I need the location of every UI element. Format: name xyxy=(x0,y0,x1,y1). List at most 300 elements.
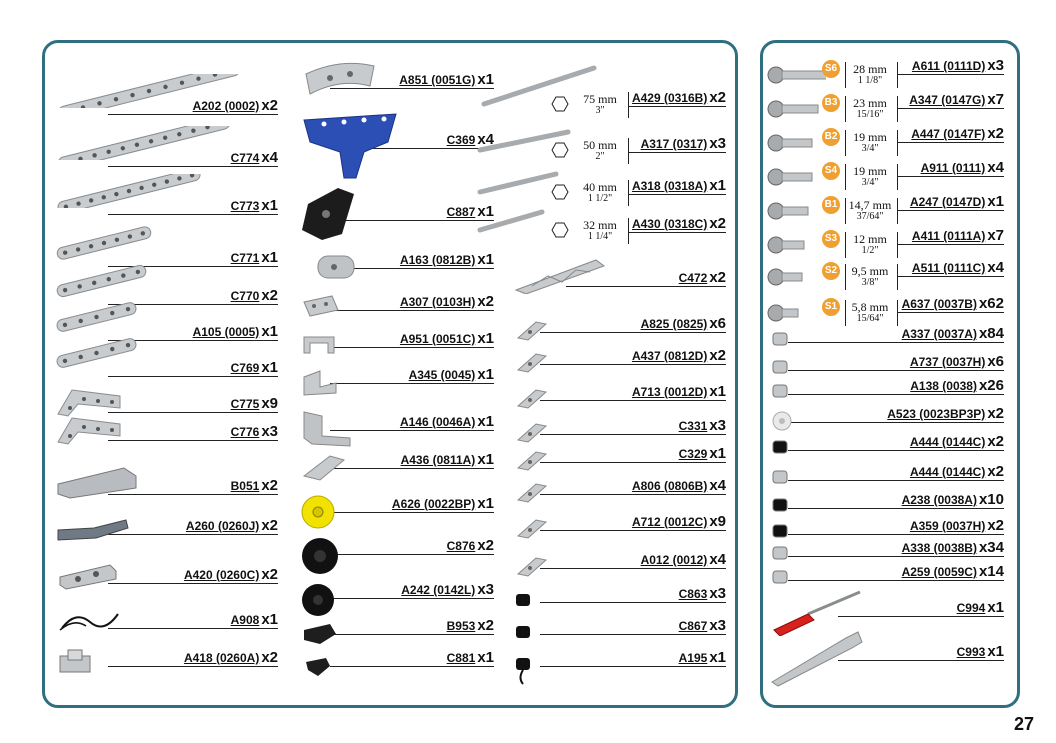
leader-line xyxy=(897,210,1004,211)
page-number: 27 xyxy=(1014,714,1035,734)
screw-inch: 1/2" xyxy=(861,245,879,256)
part-label xyxy=(632,349,726,363)
leader-line xyxy=(628,152,726,153)
part-label xyxy=(231,199,278,213)
part-quantity: x3 xyxy=(987,57,1004,74)
part-code: B953 xyxy=(446,619,476,633)
screw-icon xyxy=(766,166,826,188)
part-label xyxy=(902,297,1004,311)
screw-mm: 28 mm xyxy=(853,62,887,76)
part-label xyxy=(910,355,1004,369)
part-quantity: x26 xyxy=(978,377,1004,394)
leader-line xyxy=(540,666,726,667)
leader-line xyxy=(540,462,726,463)
small-bracket-icon xyxy=(514,552,550,578)
part-code: A444 (0144C) xyxy=(909,465,986,479)
part-label xyxy=(902,565,1004,579)
part-code: A712 (0012C) xyxy=(631,515,708,529)
part-quantity: x2 xyxy=(709,347,726,364)
large-tyre-icon xyxy=(300,536,340,576)
small-part-icon xyxy=(770,468,794,490)
part-label xyxy=(447,651,494,665)
divider-bar xyxy=(845,232,846,258)
part-code: B051 xyxy=(230,479,260,493)
part-label xyxy=(910,195,1004,209)
part-code: A851 (0051G) xyxy=(399,73,476,87)
leader-line xyxy=(330,598,494,599)
part-code: A511 (0111C) xyxy=(911,261,986,275)
part-code: C770 xyxy=(230,289,260,303)
leader-line xyxy=(788,450,1004,451)
small-part-icon xyxy=(770,568,794,590)
small-part-icon xyxy=(770,438,794,460)
part-quantity: x1 xyxy=(709,649,726,666)
part-label xyxy=(912,59,1004,73)
part-code: A260 (0260J) xyxy=(185,519,260,533)
leader-line xyxy=(788,394,1004,395)
screw-inch: 3/8" xyxy=(861,277,879,288)
leader-line xyxy=(108,440,278,441)
part-code: C876 xyxy=(446,539,476,553)
part-code: A338 (0038B) xyxy=(901,541,977,555)
leader-line xyxy=(897,312,1004,313)
part-code: A337 (0037A) xyxy=(901,327,977,341)
leader-line xyxy=(788,342,1004,343)
size-badge-icon: B2 xyxy=(822,128,840,146)
part-label xyxy=(400,415,494,429)
small-bracket-icon xyxy=(514,478,550,504)
strip-part-icon xyxy=(54,74,244,108)
part-label xyxy=(910,519,1004,533)
u-bracket-icon xyxy=(300,333,340,357)
part-quantity: x9 xyxy=(709,513,726,530)
part-code: A317 (0317) xyxy=(640,137,708,151)
small-part-icon xyxy=(770,382,794,404)
part-code: C771 xyxy=(230,251,260,265)
screw-length-label xyxy=(847,200,893,222)
part-quantity: x62 xyxy=(978,295,1004,312)
screw-mm: 14,7 mm xyxy=(848,198,892,212)
part-quantity: x2 xyxy=(261,287,278,304)
leader-line xyxy=(330,666,494,667)
size-badge-icon: S6 xyxy=(822,60,840,78)
screw-inch: 15/64" xyxy=(856,313,884,324)
axle-mm: 50 mm xyxy=(583,138,617,152)
leader-line xyxy=(108,412,278,413)
divider-bar xyxy=(897,164,898,190)
leader-line xyxy=(330,468,494,469)
leader-line xyxy=(897,142,1004,143)
part-quantity: x1 xyxy=(709,445,726,462)
leader-line xyxy=(330,634,494,635)
part-label xyxy=(632,179,726,193)
divider-bar xyxy=(845,164,846,190)
part-code: C994 xyxy=(956,601,986,615)
screw-icon xyxy=(766,234,826,256)
part-code: A437 (0812D) xyxy=(631,349,708,363)
black-connector-icon xyxy=(304,654,332,678)
part-quantity: x4 xyxy=(709,551,726,568)
part-quantity: x2 xyxy=(987,433,1004,450)
part-code: C863 xyxy=(678,587,708,601)
leader-line xyxy=(540,568,726,569)
part-label xyxy=(231,479,278,493)
blue-plate-icon xyxy=(300,112,400,182)
leader-line xyxy=(788,480,1004,481)
axle-length-label xyxy=(578,94,622,116)
part-quantity: x1 xyxy=(261,249,278,266)
screw-mm: 19 mm xyxy=(853,164,887,178)
leader-line xyxy=(897,244,1004,245)
part-label xyxy=(400,253,494,267)
part-code: A238 (0038A) xyxy=(901,493,977,507)
small-bracket-icon xyxy=(514,316,550,342)
part-quantity: x3 xyxy=(709,585,726,602)
strip-part-icon xyxy=(54,264,149,298)
divider-bar xyxy=(845,130,846,156)
part-label xyxy=(957,645,1004,659)
screw-length-label xyxy=(847,166,893,188)
part-quantity: x2 xyxy=(709,269,726,286)
leader-line xyxy=(330,310,494,311)
axle-mm: 32 mm xyxy=(583,218,617,232)
part-code: A951 (0051C) xyxy=(399,332,476,346)
part-label xyxy=(401,453,494,467)
part-quantity: x1 xyxy=(987,193,1004,210)
leader-line xyxy=(897,276,1004,277)
part-code: A411 (0111A) xyxy=(911,229,986,243)
bracket-block-icon xyxy=(56,648,96,676)
part-code: A418 (0260A) xyxy=(183,651,260,665)
part-quantity: x10 xyxy=(978,491,1004,508)
tube-coupling-icon xyxy=(314,252,358,282)
leader-line xyxy=(330,512,494,513)
screw-inch: 1 1/8" xyxy=(857,75,883,86)
part-label xyxy=(679,419,726,433)
part-quantity: x6 xyxy=(987,353,1004,370)
part-quantity: x3 xyxy=(477,581,494,598)
divider-bar xyxy=(845,264,846,290)
part-label xyxy=(679,619,726,633)
part-label xyxy=(231,397,278,411)
part-quantity: x2 xyxy=(987,405,1004,422)
part-label xyxy=(909,93,1004,107)
part-code: A447 (0147F) xyxy=(911,127,986,141)
part-code: A420 (0260C) xyxy=(183,568,260,582)
black-small-part-icon xyxy=(514,624,532,642)
part-quantity: x1 xyxy=(477,330,494,347)
divider-bar xyxy=(628,92,629,118)
black-bracket-icon xyxy=(298,184,362,242)
axle-inch: 1 1/4" xyxy=(587,231,613,242)
part-label xyxy=(921,161,1004,175)
part-label xyxy=(910,435,1004,449)
part-quantity: x3 xyxy=(261,423,278,440)
screw-icon xyxy=(766,200,826,222)
spanner-icon xyxy=(766,628,866,688)
small-part-icon xyxy=(770,544,794,566)
part-label xyxy=(447,539,494,553)
part-code: A825 (0825) xyxy=(640,317,708,331)
strip-part-icon xyxy=(54,336,139,370)
axle-inch: 1 1/2" xyxy=(587,193,613,204)
leader-line xyxy=(540,400,726,401)
part-label xyxy=(910,379,1004,393)
divider-bar xyxy=(628,180,629,206)
leader-line xyxy=(540,634,726,635)
part-code: A146 (0046A) xyxy=(399,415,476,429)
strip-part-icon xyxy=(54,300,139,334)
part-code: A105 (0005) xyxy=(192,325,260,339)
part-label xyxy=(641,137,726,151)
part-label xyxy=(231,251,278,265)
divider-bar xyxy=(845,62,846,88)
part-quantity: x2 xyxy=(709,215,726,232)
part-quantity: x2 xyxy=(987,463,1004,480)
leader-line xyxy=(628,232,726,233)
leader-line xyxy=(330,347,494,348)
part-quantity: x14 xyxy=(978,563,1004,580)
leader-line xyxy=(897,74,1004,75)
screw-length-label xyxy=(847,234,893,256)
leader-line xyxy=(788,556,1004,557)
axle-end-icon xyxy=(548,94,570,114)
leader-line xyxy=(897,176,1004,177)
part-quantity: x7 xyxy=(987,227,1004,244)
axle-end-icon xyxy=(548,220,570,240)
part-quantity: x1 xyxy=(477,649,494,666)
part-quantity: x1 xyxy=(477,203,494,220)
leader-line xyxy=(540,364,726,365)
axle-length-label xyxy=(578,182,622,204)
part-code: A429 (0316B) xyxy=(631,91,708,105)
part-label xyxy=(632,515,726,529)
axle-inch: 3" xyxy=(595,105,605,116)
part-quantity: x4 xyxy=(987,259,1004,276)
divider-bar xyxy=(845,96,846,122)
part-label xyxy=(193,325,278,339)
leader-line xyxy=(788,580,1004,581)
leader-line xyxy=(540,494,726,495)
part-quantity: x9 xyxy=(261,395,278,412)
part-code: A713 (0012D) xyxy=(631,385,708,399)
leader-line xyxy=(897,108,1004,109)
axle-rod-icon xyxy=(476,208,548,234)
part-code: C769 xyxy=(230,361,260,375)
size-badge-icon: B1 xyxy=(822,196,840,214)
part-code: A806 (0806B) xyxy=(631,479,708,493)
screw-mm: 5,8 mm xyxy=(851,300,889,314)
black-small-part-icon xyxy=(514,656,532,686)
leader-line xyxy=(108,666,278,667)
part-quantity: x7 xyxy=(987,91,1004,108)
part-quantity: x84 xyxy=(978,325,1004,342)
screw-icon xyxy=(766,302,826,324)
part-quantity: x1 xyxy=(987,599,1004,616)
part-label xyxy=(231,361,278,375)
yellow-pulley-icon xyxy=(300,494,336,530)
axle-mm: 40 mm xyxy=(583,180,617,194)
part-quantity: x1 xyxy=(477,71,494,88)
part-quantity: x1 xyxy=(477,366,494,383)
part-quantity: x34 xyxy=(978,539,1004,556)
screw-mm: 12 mm xyxy=(853,232,887,246)
part-code: A444 (0144C) xyxy=(909,435,986,449)
part-quantity: x1 xyxy=(709,177,726,194)
strip-part-icon xyxy=(54,226,154,260)
black-bracket-small-icon xyxy=(300,620,340,646)
divider-bar xyxy=(897,96,898,122)
screw-mm: 19 mm xyxy=(853,130,887,144)
part-label xyxy=(679,587,726,601)
part-label xyxy=(400,295,494,309)
part-code: A242 (0142L) xyxy=(401,583,476,597)
part-quantity: x2 xyxy=(477,617,494,634)
part-code: A247 (0147D) xyxy=(909,195,986,209)
screw-length-label xyxy=(847,98,893,120)
part-label xyxy=(902,541,1004,555)
small-bracket-icon xyxy=(514,384,550,410)
part-quantity: x1 xyxy=(477,413,494,430)
part-quantity: x2 xyxy=(261,649,278,666)
axle-end-icon xyxy=(548,182,570,202)
part-quantity: x3 xyxy=(709,617,726,634)
leader-line xyxy=(330,383,494,384)
part-code: A195 xyxy=(678,651,708,665)
part-code: A163 (0812B) xyxy=(399,253,476,267)
screw-length-label xyxy=(847,266,893,288)
part-quantity: x2 xyxy=(261,566,278,583)
flanged-bracket-icon xyxy=(300,408,354,448)
part-code: A737 (0037H) xyxy=(909,355,986,369)
part-code: C331 xyxy=(678,419,708,433)
axle-mm: 75 mm xyxy=(583,92,617,106)
leader-line xyxy=(108,376,278,377)
divider-bar xyxy=(845,198,846,224)
part-label xyxy=(184,568,278,582)
leader-line xyxy=(540,602,726,603)
leader-line xyxy=(108,583,278,584)
part-code: C774 xyxy=(230,151,260,165)
part-code: A611 (0111D) xyxy=(911,59,986,73)
truss-girder-icon xyxy=(512,256,608,294)
leader-line xyxy=(330,430,494,431)
strip-part-icon xyxy=(54,126,234,160)
leader-line xyxy=(108,166,278,167)
divider-bar xyxy=(897,264,898,290)
part-quantity: x1 xyxy=(477,451,494,468)
part-label xyxy=(912,229,1004,243)
divider-bar xyxy=(897,130,898,156)
small-bracket-icon xyxy=(514,418,550,444)
part-label xyxy=(231,425,278,439)
small-bracket-icon xyxy=(514,446,550,472)
part-code: C775 xyxy=(230,397,260,411)
part-code: A908 xyxy=(230,613,260,627)
cable-icon xyxy=(56,608,120,634)
leader-line xyxy=(788,370,1004,371)
screw-length-label xyxy=(847,64,893,86)
screw-mm: 9,5 mm xyxy=(851,264,889,278)
beam-part-icon xyxy=(54,464,140,500)
divider-bar xyxy=(897,62,898,88)
size-badge-icon: S2 xyxy=(822,262,840,280)
part-quantity: x1 xyxy=(987,643,1004,660)
part-code: A307 (0103H) xyxy=(399,295,476,309)
part-code: A202 (0002) xyxy=(192,99,260,113)
part-code: C773 xyxy=(230,199,260,213)
part-quantity: x3 xyxy=(709,417,726,434)
part-code: A318 (0318A) xyxy=(631,179,708,193)
part-quantity: x6 xyxy=(709,315,726,332)
leader-line xyxy=(628,106,726,107)
part-code: A345 (0045) xyxy=(408,368,476,382)
flat-plate-icon xyxy=(300,292,340,320)
leader-line xyxy=(330,554,494,555)
divider-bar xyxy=(628,138,629,164)
bent-beam-icon xyxy=(54,518,130,544)
part-quantity: x2 xyxy=(987,517,1004,534)
part-quantity: x1 xyxy=(709,383,726,400)
part-label xyxy=(231,289,278,303)
small-part-icon xyxy=(770,410,794,432)
part-quantity: x2 xyxy=(261,97,278,114)
divider-bar xyxy=(897,232,898,258)
axle-length-label xyxy=(578,220,622,242)
part-quantity: x2 xyxy=(477,537,494,554)
part-quantity: x1 xyxy=(261,197,278,214)
curved-plate-icon xyxy=(300,56,380,100)
leader-line xyxy=(108,114,278,115)
part-code: A138 (0038) xyxy=(910,379,977,393)
part-label xyxy=(447,619,494,633)
part-code: A637 (0037B) xyxy=(901,297,977,311)
screw-inch: 37/64" xyxy=(856,211,884,222)
small-bracket-icon xyxy=(514,514,550,540)
part-label xyxy=(679,651,726,665)
part-quantity: x4 xyxy=(261,149,278,166)
part-quantity: x2 xyxy=(477,293,494,310)
part-label xyxy=(911,127,1004,141)
leader-line xyxy=(788,422,1004,423)
part-label xyxy=(632,91,726,105)
part-quantity: x1 xyxy=(477,251,494,268)
part-label xyxy=(400,332,494,346)
part-code: C776 xyxy=(230,425,260,439)
angle-bracket-icon xyxy=(300,452,348,482)
part-quantity: x2 xyxy=(709,89,726,106)
part-label xyxy=(231,613,278,627)
part-label xyxy=(409,368,494,382)
screw-icon xyxy=(766,132,826,154)
part-code: A359 (0037H) xyxy=(909,519,986,533)
screw-icon xyxy=(766,98,826,120)
part-code: C369 xyxy=(446,133,476,147)
part-label xyxy=(186,519,278,533)
black-small-part-icon xyxy=(514,592,532,610)
connector-beam-icon xyxy=(56,561,120,591)
divider-bar xyxy=(897,198,898,224)
screw-length-label xyxy=(847,302,893,324)
part-code: C472 xyxy=(678,271,708,285)
leader-line xyxy=(788,534,1004,535)
part-label xyxy=(679,271,726,285)
divider-bar xyxy=(897,300,898,326)
part-code: A012 (0012) xyxy=(640,553,708,567)
angle-strip-icon xyxy=(54,410,124,446)
small-bracket-icon xyxy=(514,348,550,374)
small-part-icon xyxy=(770,330,794,352)
